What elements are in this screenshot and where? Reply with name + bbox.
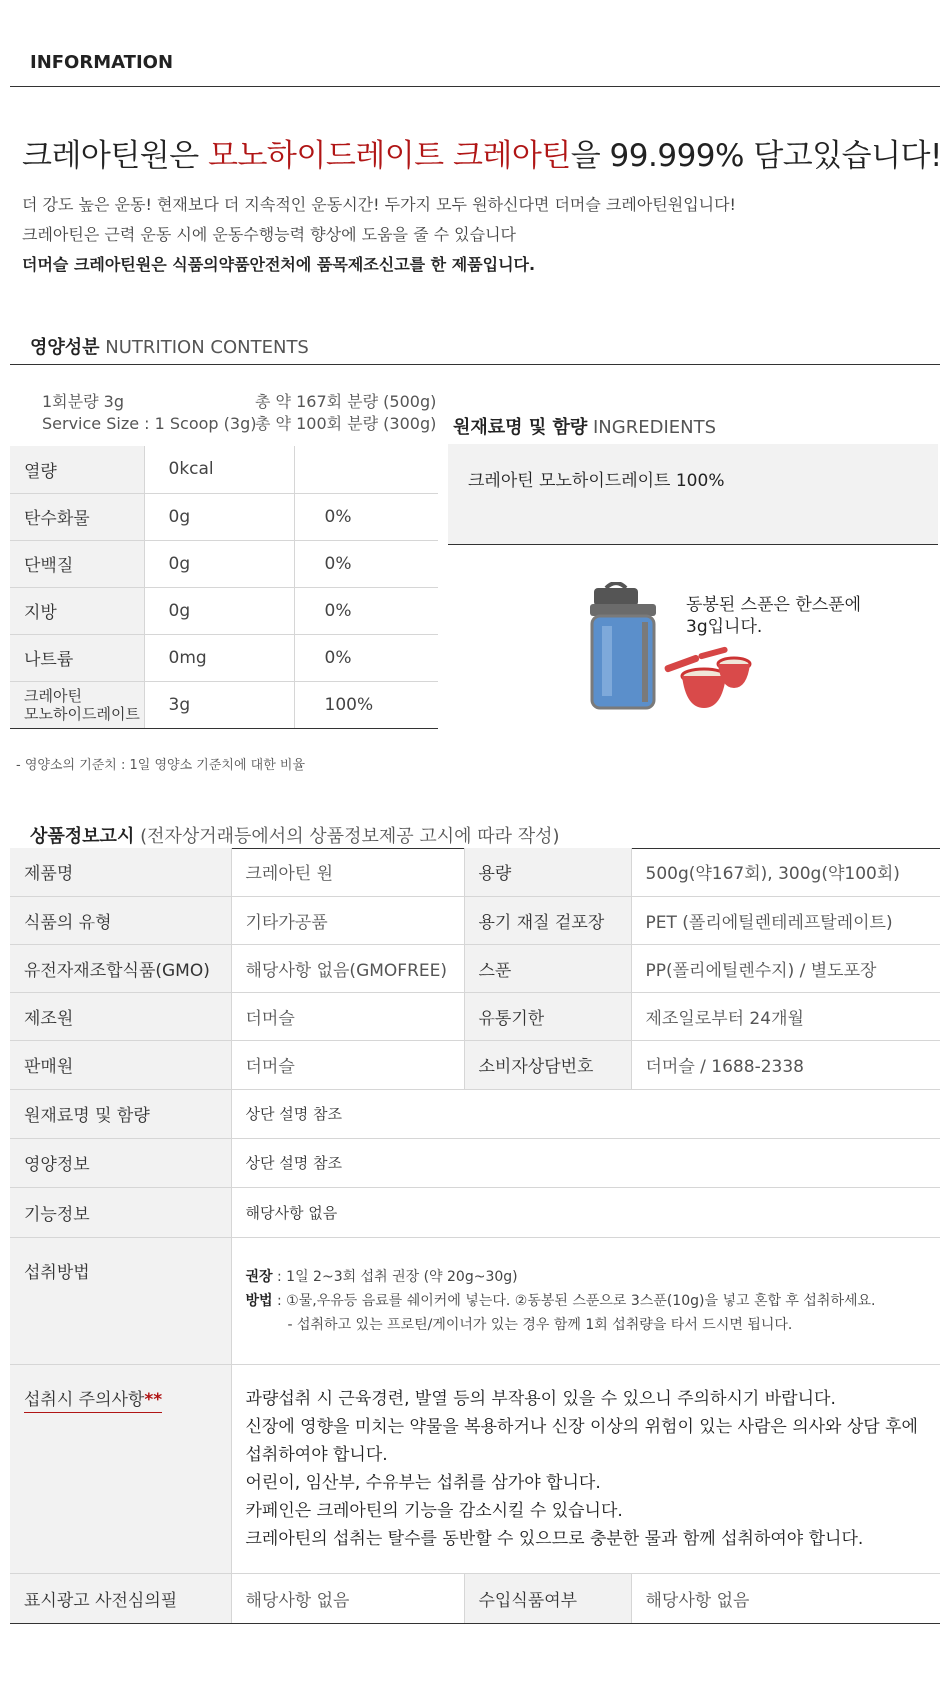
caution-item: 신장에 영향을 미치는 약물을 복용하거나 신장 이상의 위험이 있는 사람은 의사와 상담 후에 [245,1416,918,1437]
info-key: 제조원 [10,992,231,1040]
table-row [10,848,940,896]
intro-line: 크레아틴은 근력 운동 시에 운동수행능력 향상에 도움을 줄 수 있습니다 [22,225,516,244]
intro-line-bold: 더머슬 크레아틴원은 식품의약품안전처에 품목제조신고를 한 제품입니다. [22,255,536,274]
table-row [10,540,438,587]
caution-list [231,1364,940,1573]
nutrient-value: 0g [144,587,294,634]
info-key: 소비자상담번호 [464,1040,631,1089]
nutrition-title: 영양성분 NUTRITION CONTENTS [30,337,309,358]
info-value: 더머슬 / 1688-2338 [631,1040,940,1089]
info-key: 스푼 [464,944,631,992]
nutrition-table [10,446,438,729]
nutrient-value: 3g [144,681,294,728]
information-title: INFORMATION [30,52,174,73]
ingredients-title: 원재료명 및 함량 INGREDIENTS [453,417,717,438]
info-key: 용량 [464,848,631,896]
nutrient-value: 0g [144,493,294,540]
caution-item: 어린이, 임산부, 수유부는 섭취를 삼가야 합니다. [245,1472,601,1493]
caution-item: 크레아틴의 섭취는 탈수를 동반할 수 있으므로 충분한 물과 함께 섭취하여야 합니다. [245,1528,864,1549]
table-row [10,446,438,493]
info-key: 표시광고 사전심의필 [10,1573,231,1623]
table-row [10,1187,940,1237]
nutrient-name: 지방 [10,587,144,634]
info-key: 원재료명 및 함량 [10,1089,231,1138]
nutrient-name: 단백질 [10,540,144,587]
info-value: 해당사항 없음 [631,1573,940,1623]
ingredients-box [448,444,938,545]
info-value: 상단 설명 참조 [231,1089,940,1138]
table-row [10,1573,940,1623]
table-row [10,944,940,992]
caution-key: 섭취시 주의사항** [24,1385,162,1413]
table-row [10,896,940,944]
nutrient-name: 탄수화물 [10,493,144,540]
info-value: PP(폴리에틸렌수지) / 별도포장 [631,944,940,992]
table-row [10,587,438,634]
table-row [10,493,438,540]
info-key: 섭취방법 [10,1237,231,1364]
info-key: 유전자재조합식품(GMO) [10,944,231,992]
intro-line: 더 강도 높은 운동! 현재보다 더 지속적인 운동시간! 두가지 모두 원하신다면 더머슬 크레아틴원입니다! [22,195,736,214]
headline: 크레아틴원은 모노하이드레이트 크레아틴을 99.999% 담고있습니다! [22,138,942,174]
info-value: 해당사항 없음(GMOFREE) [231,944,464,992]
table-row [10,1138,940,1187]
shaker-bottle-icon [590,583,656,708]
divider [10,86,940,87]
info-value: PET (폴리에틸렌테레프탈레이트) [631,896,940,944]
nutrient-percent: 0% [294,634,438,681]
nutrition-footnote: - 영양소의 기준치 : 1일 영양소 기준치에 대한 비율 [16,758,306,773]
nutrient-name: 열량 [10,446,144,493]
caution-item: 과량섭취 시 근육경련, 발열 등의 부작용이 있을 수 있으니 주의하시기 바랍니다. [245,1388,836,1409]
nutrient-name: 크레아틴 모노하이드레이트 [10,681,144,728]
info-key: 영양정보 [10,1138,231,1187]
headline-highlight: 모노하이드레이트 크레아틴 [208,138,571,174]
table-row [10,1364,940,1573]
scoop-note: 동봉된 스푼은 한스푼에 3g입니다. [686,595,862,637]
info-key: 유통기한 [464,992,631,1040]
info-key: 판매원 [10,1040,231,1089]
nutrient-percent: 0% [294,587,438,634]
info-value: 크레아틴 원 [231,848,464,896]
info-value: 해당사항 없음 [231,1573,464,1623]
info-key: 식품의 유형 [10,896,231,944]
serving-size: 1회분량 3g Service Size : 1 Scoop (3g) [42,392,257,433]
info-value: 해당사항 없음 [231,1187,940,1237]
info-key: 제품명 [10,848,231,896]
intro-text [22,190,736,280]
caution-item: 섭취하여야 합니다. [245,1444,388,1465]
info-value: 상단 설명 참조 [231,1138,940,1187]
table-row [10,1237,940,1364]
nutrient-percent: 0% [294,493,438,540]
table-row [10,1040,940,1089]
nutrient-value: 0kcal [144,446,294,493]
total-servings: 총 약 167회 분량 (500g) 총 약 100회 분량 (300g) [255,392,437,433]
table-row [10,992,940,1040]
info-value: 기타가공품 [231,896,464,944]
info-value: 더머슬 [231,992,464,1040]
info-key: 수입식품여부 [464,1573,631,1623]
product-info-table [10,848,940,1624]
nutrient-value: 0g [144,540,294,587]
nutrient-percent: 0% [294,540,438,587]
table-row [10,681,438,728]
nutrient-value: 0mg [144,634,294,681]
info-key [10,1364,231,1573]
info-value: 제조일로부터 24개월 [631,992,940,1040]
intake-method: 권장 : 1일 2~3회 섭취 권장 (약 20g~30g) 방법 : ①물,우유등 음료를 쉐이커에 넣는다. ②동봉된 스푼으로 3스푼(10g)을 넣고 혼합 후 섭취하세요. - 섭취하고 있는 프로틴/게이너가 있는 경우 함께 1회 섭취량을 타서 드시면 됩니다. [231,1237,940,1364]
info-key: 용기 재질 겉포장 [464,896,631,944]
divider [10,364,940,365]
nutrient-percent: 100% [294,681,438,728]
product-notice-title: 상품정보고시 (전자상거래등에서의 상품정보제공 고시에 따라 작성) [30,826,560,847]
nutrient-name: 나트륨 [10,634,144,681]
ingredients-content: 크레아틴 모노하이드레이트 100% [468,471,725,491]
table-row [10,634,438,681]
info-value: 500g(약167회), 300g(약100회) [631,848,940,896]
info-key: 기능정보 [10,1187,231,1237]
info-value: 더머슬 [231,1040,464,1089]
caution-item: 카페인은 크레아틴의 기능을 감소시킬 수 있습니다. [245,1500,623,1521]
table-row [10,1089,940,1138]
nutrient-percent [294,446,438,493]
measuring-scoop-icon [664,646,750,708]
